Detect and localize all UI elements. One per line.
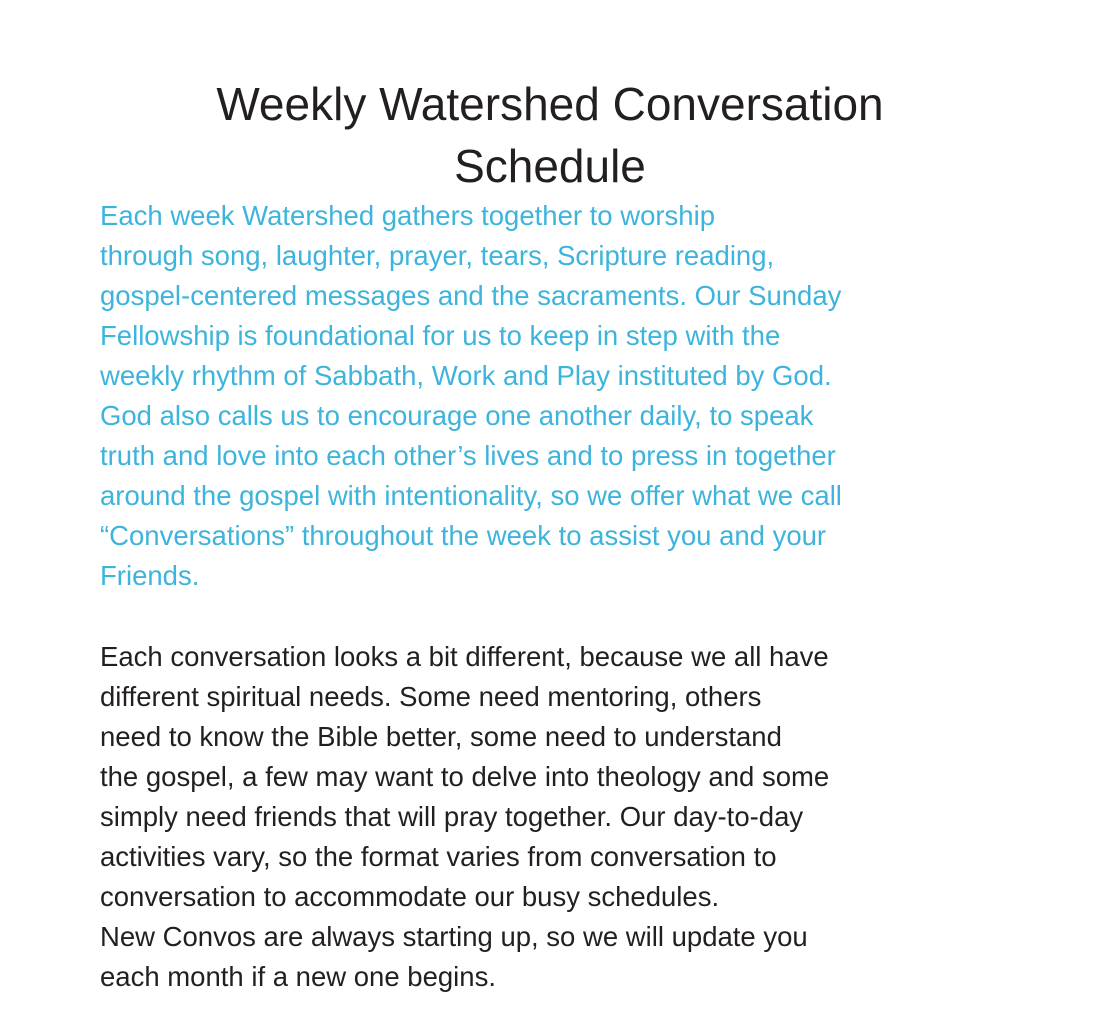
details-line: activities vary, so the format varies from conversation to (100, 841, 777, 872)
intro-line: “Conversations” throughout the week to assist you and your (100, 520, 827, 551)
details-line: each month if a new one begins. (100, 961, 496, 992)
details-line: Each conversation looks a bit different, because we all have (100, 641, 829, 672)
intro-line: weekly rhythm of Sabbath, Work and Play instituted by God. (100, 360, 832, 391)
intro-line: God also calls us to encourage one another daily, to speak (100, 400, 814, 431)
details-line: simply need friends that will pray together. Our day-to-day (100, 801, 804, 832)
intro-line: Fellowship is foundational for us to keep in step with the (100, 320, 781, 351)
intro-paragraph (100, 196, 1060, 596)
intro-line: through song, laughter, prayer, tears, Scripture reading, (100, 240, 775, 271)
details-line: the gospel, a few may want to delve into theology and some (100, 761, 830, 792)
intro-line: Each week Watershed gathers together to worship (100, 200, 716, 231)
page-title-line-2: Schedule (454, 140, 646, 192)
details-paragraph (100, 637, 1060, 997)
details-line: need to know the Bible better, some need to understand (100, 721, 782, 752)
details-line: conversation to accommodate our busy schedules. (100, 881, 720, 912)
intro-line: around the gospel with intentionality, so we offer what we call (100, 480, 842, 511)
intro-line: truth and love into each other’s lives and to press in together (100, 440, 836, 471)
page-title-line-1: Weekly Watershed Conversation (216, 78, 884, 130)
intro-line: Friends. (100, 560, 200, 591)
details-line: different spiritual needs. Some need mentoring, others (100, 681, 762, 712)
details-line: New Convos are always starting up, so we will update you (100, 921, 808, 952)
intro-line: gospel-centered messages and the sacraments. Our Sunday (100, 280, 842, 311)
